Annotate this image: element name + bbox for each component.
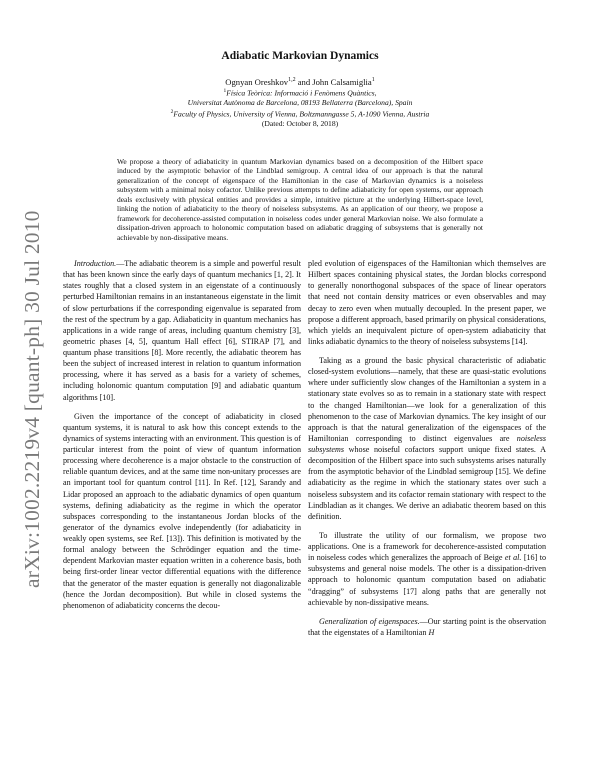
- affiliation-1-mark: 1: [223, 88, 227, 95]
- paragraph-4-text-a: To illustrate the utility of our formalism, we propose two applications. One is a framework for decoherence-assisted computation in noiseless codes which generalizes the approach of Beige: [308, 530, 546, 563]
- paragraph-2: Given the importance of the concept of adiabaticity in closed quantum systems, it is natural to ask how this concept extends to the dynamics of systems interacting with an environment. This question is of particular interest from the point of view of quantum information processing where decoherence is a major obstacle to the construction of reliable quantum devices, and at the same time non-unitary processes are an important tool for quantum control [11]. In Ref. [12], Sarandy and Lidar proposed an approach to the adiabatic dynamics of open quantum systems, defining adiabaticity as the regime in which the operator subspaces corresponding to the instantaneous Jordan blocks of the generator of the dynamics evolve independently (for adiabaticity in weakly open systems, see Ref. [13]). This definition is motivated by the formal analogy between the Schrödinger equation and the time-dependent Markovian master equation written in a coherence basis, both being first-order linear vector differential equations with the difference that the generator of the master equation is generally not diagonalizable (hence the Jordan decomposition). But while in closed systems the phenomenon of adiabaticity concerns the decou-: [63, 411, 301, 610]
- author-1-affil: 1,2: [288, 77, 296, 83]
- variable-h: H: [428, 627, 435, 637]
- paragraph-4-text-b: [16] to subsystems and general noise models. The other is a dissipation-driven approach to holonomic quantum computation based on adiabatic “dragging” of subsystems [17] along paths that are generally not achievable by non-dissipative means.: [308, 553, 546, 607]
- abstract: [117, 157, 483, 242]
- affiliation-1: [80, 87, 520, 98]
- paragraph-3-emphasis: noiseless subsystems: [308, 433, 546, 454]
- intro-label: Introduction.: [74, 259, 117, 268]
- paragraph-5-text: —Our starting point is the observation that the eigenstates of a Hamiltonian: [308, 616, 547, 637]
- author-list: [80, 75, 520, 87]
- affiliation-2-text: Faculty of Physics, University of Vienna, Boltzmanngasse 5, A-1090 Vienna, Austria: [173, 109, 430, 119]
- paper-header: [80, 50, 520, 129]
- affiliation-1-line-2: Universitat Autònoma de Barcelona, 08193 Bellaterra (Barcelona), Spain: [187, 98, 413, 108]
- arxiv-stamp: [14, 170, 48, 590]
- author-2: and John Calsamiglia: [295, 76, 372, 87]
- paragraph-3-text-a: Taking as a ground the basic physical characteristic of adiabatic closed-system evolutions—namely, that these are quasi-static evolutions where under sufficiently slow changes of the Hamiltonian a system in a stationary state evolves so as to remain in a stationary state with respect to the changed Hamiltonian—we look for a generalization of this phenomenon to the case of Markovian dynamics. The key insight of our approach is that the natural generalization of the eigenspaces of the Hamiltonian corresponding to distinct eigenvalues are: [308, 356, 546, 443]
- author-2-affil: 1: [371, 77, 375, 83]
- paragraph-3: [308, 355, 546, 522]
- column-right: [308, 258, 546, 646]
- paragraph-continued: pled evolution of eigenspaces of the Hamiltonian which themselves are Hilbert spaces containing physical states, the Jordan blocks correspond to generally nonorthogonal subspaces of the space of linear operators that need not contain density matrices or even observables and may decay to zero even when mutually decoupled. In the present paper, we propose a different approach, based primarily on physical considerations, which yields an inequivalent picture of open-system adiabaticity that links adiabatic dynamics to the theory of noiseless subsystems [14].: [308, 259, 546, 346]
- paragraph-4-emphasis: et al.: [504, 553, 522, 563]
- intro-paragraph: [63, 258, 301, 403]
- paragraph-5: [308, 616, 546, 638]
- section-label: Generalization of eigenspaces.: [319, 616, 420, 626]
- affiliation-2: [80, 108, 520, 119]
- column-left: [63, 258, 301, 619]
- paragraph-3-text-b: whose noiseful cofactors support unique fixed states. A decomposition of the Hilbert space into such subsystems arises naturally from the asymptotic behavior of the Lindblad semigroup [15]. We define adiabaticity as the regime in which the stationary states over such a noiseless subsystem and its cofactor remain stationary with respect to the Lindbladian as it changes. We derive an adiabatic theorem based on this definition.: [308, 445, 546, 521]
- intro-text: —The adiabatic theorem is a simple and powerful result that has been known since the early days of quantum mechanics [1, 2]. It states roughly that a closed system in an eigenstate of a continuously perturbed Hamiltonian remains in an instantaneous eigenstate in the limit of slow perturbations if the corresponding eigenvalue is separated from the rest of the spectrum by a gap. Adiabaticity in quantum mechanics has applications in a wide range of areas, including quantum chemistry [3], geometric phases [4, 5], quantum Hall effect [6], STIRAP [7], and quantum phase transitions [8]. More recently, the adiabatic theorem has been the subject of increased interest in relation to quantum information processing, where it has served as a basis for a variety of schemes, including holonomic quantum computation [9] and adiabatic quantum algorithms [10].: [63, 259, 301, 402]
- paragraph-4: [308, 530, 546, 608]
- arxiv-identifier: arXiv:1002.2219v4 [quant-ph] 30 Jul 2010: [20, 210, 44, 588]
- dated-line: (Dated: October 8, 2018): [261, 119, 339, 129]
- affiliation-1-line-1: Física Teòrica: Informació i Fenòmens Quàntics,: [226, 88, 377, 98]
- affiliation-2-mark: 2: [170, 108, 174, 115]
- abstract-text: We propose a theory of adiabaticity in quantum Markovian dynamics based on a decomposition of the Hilbert space induced by the asymptotic behavior of the Lindblad semigroup. A central idea of our approach is that the natural generalization of the concept of eigenspace of the Hamiltonian in the case of Markovian dynamics is a noiseless subsystem with a minimal noisy cofactor. Unlike previous attempts to define adiabaticity for open systems, our approach deals exclusively with physical entities and provides a simple, intuitive picture at the underlying Hilbert-space level, linking the notion of adiabaticity to the theory of noiseless subsystems. As an application of our theory, we propose a framework for decoherence-assisted computation in noiseless codes under general Markovian noise. We also formulate a dissipation-driven approach to holonomic computation based on adiabatic dragging of subsystems that is generally not achievable by non-dissipative means.: [117, 157, 483, 242]
- paper-title: Adiabatic Markovian Dynamics: [221, 50, 379, 62]
- author-1: Ognyan Oreshkov: [225, 76, 289, 87]
